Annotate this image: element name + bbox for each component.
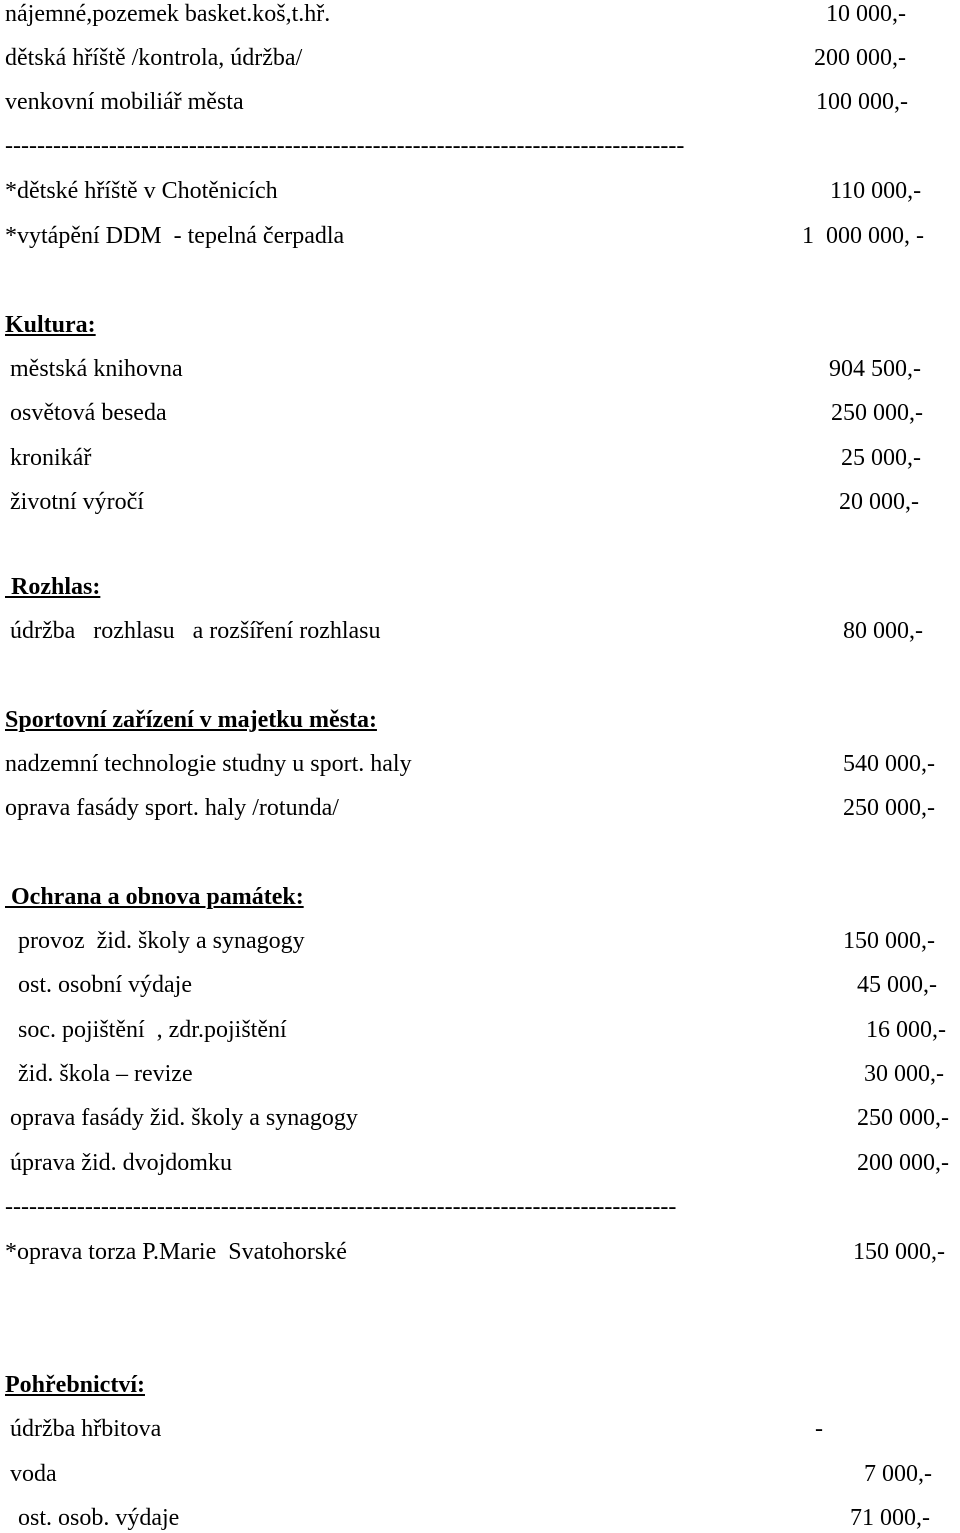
row-label: soc. pojištění , zdr.pojištění <box>18 1017 287 1043</box>
row-value: 25 000,- <box>841 445 921 471</box>
row-value: 100 000,- <box>816 89 908 115</box>
row-value: 20 000,- <box>839 489 919 515</box>
row-value: 16 000,- <box>866 1017 946 1043</box>
row-label: ost. osob. výdaje <box>18 1505 180 1531</box>
row-value: 7 000,- <box>864 1461 932 1487</box>
row-label: nadzemní technologie studny u sport. haly <box>5 751 412 777</box>
row-value: 540 000,- <box>843 751 935 777</box>
row-label: oprava fasády sport. haly /rotunda/ <box>5 795 339 821</box>
row-label: osvětová beseda <box>10 400 167 426</box>
row-label: dětská hříště /kontrola, údržba/ <box>5 45 303 71</box>
row-value: 250 000,- <box>831 400 923 426</box>
row-value: 30 000,- <box>864 1061 944 1087</box>
row-value: 10 000,- <box>826 1 906 27</box>
separator-line: ------------------------------------------------------------------------------------- <box>5 133 685 159</box>
section-heading-pohrebnictvi: Pohřebnictví: <box>5 1372 145 1398</box>
row-label: venkovní mobiliář města <box>5 89 244 115</box>
row-label: *vytápění DDM - tepelná čerpadla <box>5 223 345 249</box>
row-value: 45 000,- <box>857 972 937 998</box>
row-value: 150 000,- <box>853 1239 945 1265</box>
row-label: *dětské hříště v Chotěnicích <box>5 178 278 204</box>
row-value: 200 000,- <box>857 1150 949 1176</box>
row-label: nájemné,pozemek basket.koš,t.hř. <box>5 1 331 27</box>
row-value: 200 000,- <box>814 45 906 71</box>
section-heading-sport: Sportovní zařízení v majetku města: <box>5 707 377 733</box>
section-heading-rozhlas: Rozhlas: <box>5 574 101 600</box>
row-label: životní výročí <box>10 489 144 515</box>
row-value: 1 000 000, - <box>802 223 924 249</box>
row-label: údržba rozhlasu a rozšíření rozhlasu <box>10 618 381 644</box>
row-label: *oprava torza P.Marie Svatohorské <box>5 1239 347 1265</box>
row-value: 250 000,- <box>857 1105 949 1131</box>
row-label: údržba hřbitova <box>10 1416 162 1442</box>
row-value: 71 000,- <box>850 1505 930 1531</box>
row-value: 904 500,- <box>829 356 921 382</box>
section-heading-kultura: Kultura: <box>5 312 96 338</box>
row-label: kronikář <box>10 445 92 471</box>
row-label: oprava fasády žid. školy a synagogy <box>10 1105 358 1131</box>
row-value: 150 000,- <box>843 928 935 954</box>
row-value: 110 000,- <box>830 178 922 204</box>
separator-line: ------------------------------------------------------------------------------------ <box>5 1194 677 1220</box>
row-value: 250 000,- <box>843 795 935 821</box>
row-label: provoz žid. školy a synagogy <box>18 928 305 954</box>
row-label: ost. osobní výdaje <box>18 972 192 998</box>
row-label: městská knihovna <box>10 356 183 382</box>
row-label: úprava žid. dvojdomku <box>10 1150 232 1176</box>
section-heading-pamatky: Ochrana a obnova památek: <box>5 884 304 910</box>
row-label: žid. škola – revize <box>18 1061 193 1087</box>
row-value: - <box>815 1416 823 1442</box>
row-value: 80 000,- <box>843 618 923 644</box>
row-label: voda <box>10 1461 57 1487</box>
